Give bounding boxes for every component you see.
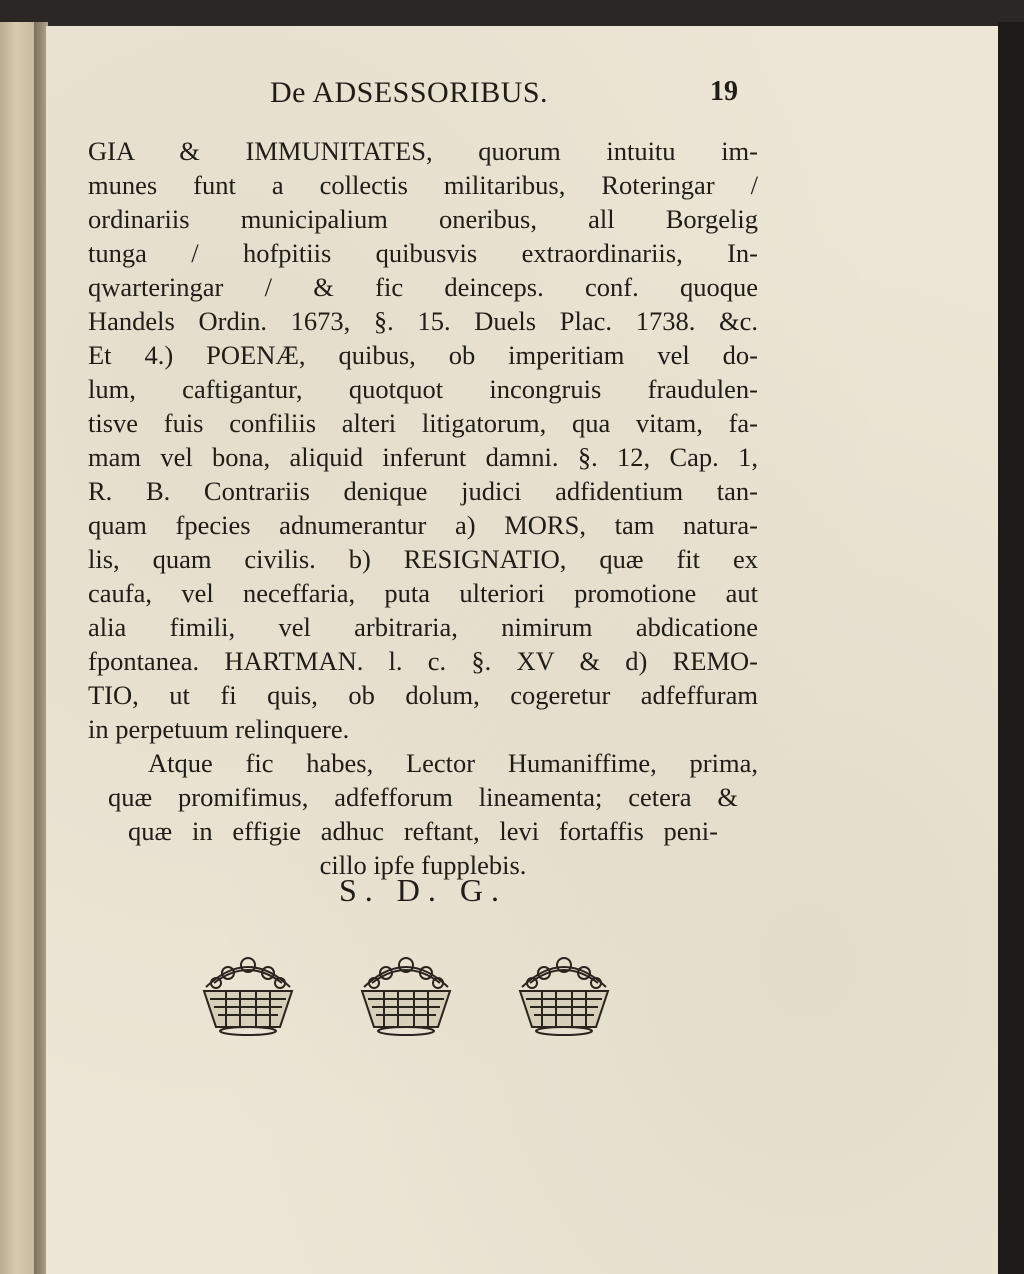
text-line: quam fpecies adnumerantur a) MORS, tam natura-: [88, 510, 758, 540]
text-line: lis, quam civilis. b) RESIGNATIO, quæ fit ex: [88, 544, 758, 574]
text-line: quæ promifimus, adfefforum lineamenta; cetera &: [108, 782, 738, 812]
text-line: quæ in effigie adhuc reftant, levi fortaffis peni-: [128, 816, 718, 846]
closing-sdg: S. D. G.: [338, 872, 507, 908]
flower-basket-icon: [354, 941, 458, 1037]
text-line: alia fimili, vel arbitraria, nimirum abdicatione: [88, 612, 758, 642]
text-line: munes funt a collectis militaribus, Roteringar /: [88, 170, 758, 200]
text-line: GIA & IMMUNITATES, quorum intuitu im-: [88, 136, 758, 166]
text-line: fpontanea. HARTMAN. l. c. §. XV & d) REMO-: [88, 646, 758, 676]
ornament-row: [196, 941, 616, 1041]
text-line: cillo ipfe fupplebis.: [319, 850, 527, 880]
book-page: [46, 26, 998, 1274]
text-line: ordinariis municipalium oneribus, all Borgelig: [88, 204, 758, 234]
text-line: Atque fic habes, Lector Humaniffime, prima,: [148, 748, 758, 778]
text-line: lum, caftigantur, quotquot incongruis fraudulen-: [88, 374, 758, 404]
flower-basket-icon: [196, 941, 300, 1037]
text-line: Et 4.) POENÆ, quibus, ob imperitiam vel do-: [88, 340, 758, 370]
text-line: tunga / hofpitiis quibusvis extraordinariis, In-: [88, 238, 758, 268]
page-header: [270, 76, 770, 116]
text-line: tisve fuis confiliis alteri litigatorum, qua vitam, fa-: [88, 408, 758, 438]
text-line: R. B. Contrariis denique judici adfidentium tan-: [88, 476, 758, 506]
running-title: De ADSESSORIBUS.: [270, 76, 549, 109]
page-edge: [998, 22, 1024, 1274]
text-line: qwarteringar / & fic deinceps. conf. quoque: [88, 272, 758, 302]
text-line: mam vel bona, aliquid inferunt damni. §. 12, Cap. 1,: [88, 442, 758, 472]
text-line: Handels Ordin. 1673, §. 15. Duels Plac. 1738. &c.: [88, 306, 758, 336]
text-line: in perpetuum relinquere.: [88, 714, 350, 744]
page-number: 19: [710, 76, 738, 107]
text-line: TIO, ut fi quis, ob dolum, cogeretur adfeffuram: [88, 680, 758, 710]
flower-basket-icon: [512, 941, 616, 1037]
text-line: caufa, vel neceffaria, puta ulteriori promotione aut: [88, 578, 758, 608]
